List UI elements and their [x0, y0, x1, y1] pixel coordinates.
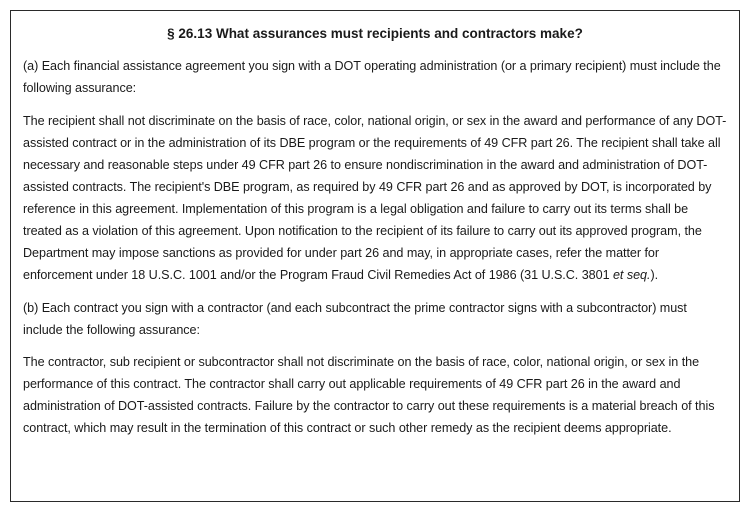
recipient-assurance-text: The recipient shall not discriminate on the basis of race, color, national origin, or sex in the award and performance of any DOT-assisted contract or in the administration of its DBE program or the requirements of 49 CFR part 26. The recipient shall take all necessary and reasonable steps under 49 CFR part 26 to ensure nondiscrimination in the award and administration of DOT-assisted contracts. The recipient's DBE program, as required by 49 CFR part 26 and as approved by DOT, is incorporated by reference in this agreement. Implementation of this program is a legal obligation and failure to carry out its terms shall be treated as a violation of this agreement. Upon notification to the recipient of its failure to carry out its approved program, the Department may impose sanctions as provided for under part 26 and may, in appropriate cases, refer the matter for enforcement under 18 U.S.C. 1001 and/or the Program Fraud Civil Remedies Act of 1986 (31 U.S.C. 3801: [23, 114, 727, 282]
paragraph-b: (b) Each contract you sign with a contractor (and each subcontract the prime contractor signs with a subcontractor) must include the following assurance:: [23, 301, 687, 337]
et-seq-italic: et seq.: [612, 268, 651, 282]
regulation-box: [10, 10, 740, 502]
recipient-assurance-paragraph: [23, 110, 727, 286]
paragraph-a: (a) Each financial assistance agreement you sign with a DOT operating administration (or a primary recipient) must include the following assurance:: [23, 59, 721, 95]
recipient-assurance-tail: ).: [650, 268, 659, 282]
contractor-assurance-paragraph: The contractor, sub recipient or subcontractor shall not discriminate on the basis of race, color, national origin, or sex in the performance of this contract. The contractor shall carry out applicable requirements of 49 CFR part 26 in the award and administration of DOT-assisted contracts. Failure by the contractor to carry out these requirements is a material breach of this contract, which may result in the termination of this contract or such other remedy as the recipient deems appropriate.: [23, 355, 715, 435]
section-heading: § 26.13 What assurances must recipients and contractors make?: [167, 26, 583, 41]
